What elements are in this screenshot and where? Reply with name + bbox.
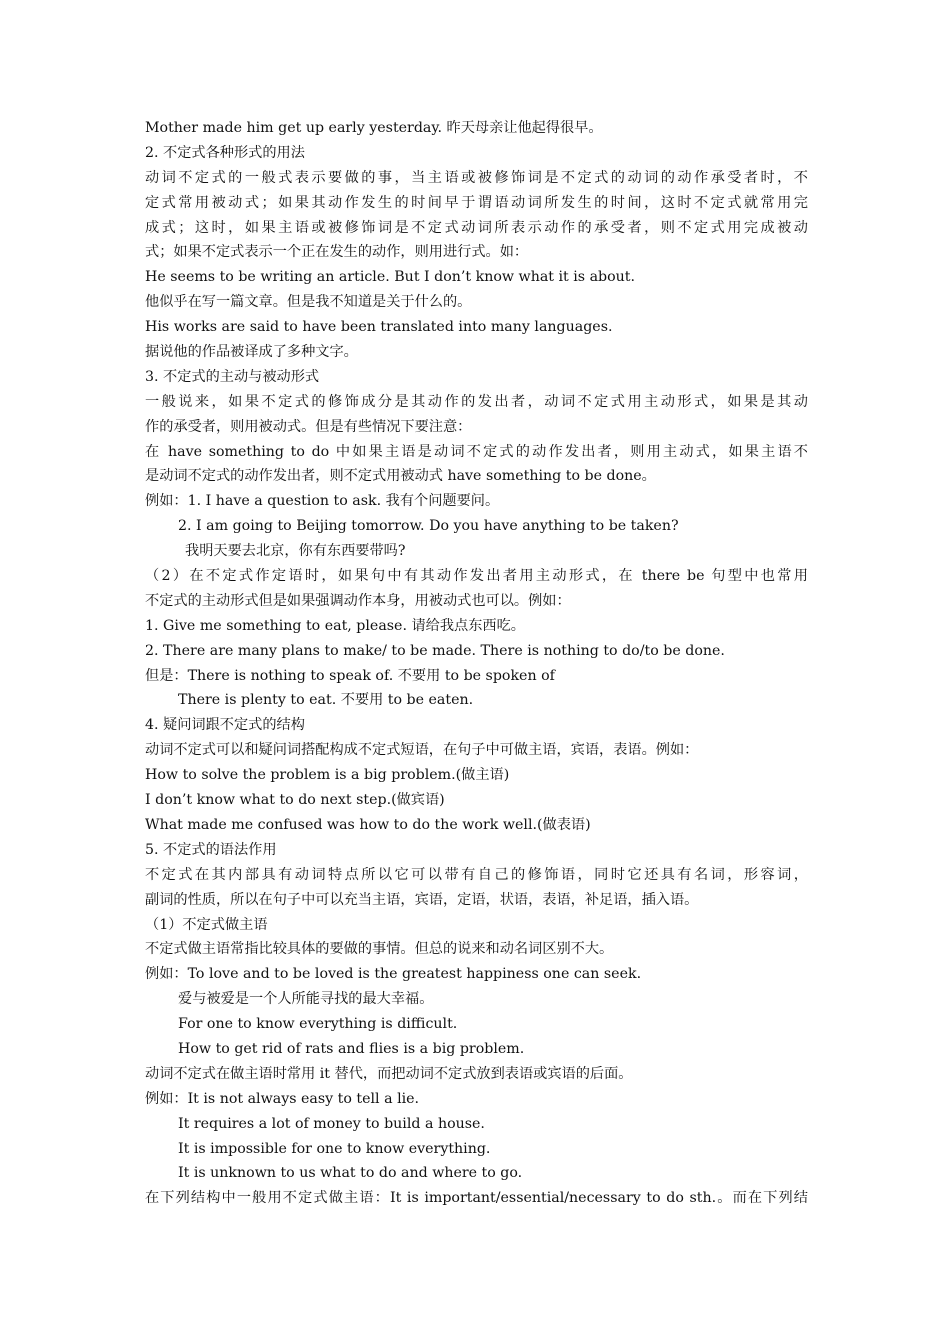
section-heading-5: 5. 不定式的语法作用 bbox=[145, 841, 277, 858]
example-translation: 爱与被爱是一个人所能寻找的最大幸福。 bbox=[178, 991, 434, 1008]
paragraph-line: 是动词不定式的动作发出者，则不定式用被动式 have something to be done。 bbox=[145, 468, 656, 485]
paragraph-line: 一般说来，如果不定式的修饰成分是其动作的发出者，动词不定式用主动形式，如果是其动 bbox=[145, 393, 808, 410]
paragraph-line: 副词的性质，所以在句子中可以充当主语，宾语，定语，状语，表语，补足语，插入语。 bbox=[145, 891, 699, 908]
example-sentence: 但是：There is nothing to speak of. 不要用 to be spoken of bbox=[145, 667, 555, 684]
paragraph-line: 在 have something to do 中如果主语是动词不定式的动作发出者，则用主动式，如果主语不 bbox=[145, 443, 808, 460]
example-sentence: His works are said to have been translated into many languages. bbox=[145, 319, 613, 336]
paragraph-line: 成式；这时，如果主语或被修饰词是不定式动词所表示动作的承受者，则不定式用完成被动 bbox=[145, 219, 808, 236]
example-sentence: It requires a lot of money to build a house. bbox=[178, 1115, 485, 1132]
example-sentence: 例如：To love and to be loved is the greatest happiness one can seek. bbox=[145, 966, 642, 983]
paragraph-line: （2）在不定式作定语时，如果句中有其动作发出者用主动形式，在 there be 句型中也常用 bbox=[145, 568, 808, 585]
example-sentence: What made me confused was how to do the work well.(做表语) bbox=[145, 816, 591, 833]
example-sentence: 例如：1. I have a question to ask. 我有个问题要问。 bbox=[145, 493, 500, 510]
paragraph-line: 不定式做主语常指比较具体的要做的事情。但总的说来和动名词区别不大。 bbox=[145, 941, 614, 958]
section-heading-3: 3. 不定式的主动与被动形式 bbox=[145, 368, 320, 385]
section-heading-4: 4. 疑问词跟不定式的结构 bbox=[145, 717, 305, 734]
example-sentence: How to solve the problem is a big problem.(做主语) bbox=[145, 767, 510, 784]
paragraph-line: 动词不定式的一般式表示要做的事，当主语或被修饰词是不定式的动词的动作承受者时，不 bbox=[145, 169, 808, 186]
paragraph-line: 定式常用被动式；如果其动作发生的时间早于谓语动词所发生的时间，这时不定式就常用完 bbox=[145, 194, 808, 211]
paragraph-line: 作的承受者，则用被动式。但是有些情况下要注意： bbox=[145, 418, 472, 435]
example-sentence: He seems to be writing an article. But I don’t know what it is about. bbox=[145, 269, 636, 286]
example-sentence: 2. I am going to Beijing tomorrow. Do you have anything to be taken? bbox=[178, 518, 679, 535]
example-sentence: I don’t know what to do next step.(做宾语) bbox=[145, 792, 445, 809]
paragraph-line: 在下列结构中一般用不定式做主语：It is important/essential/necessary to do sth.。而在下列结 bbox=[145, 1190, 808, 1207]
example-sentence: 1. Give me something to eat, please. 请给我点东西吃。 bbox=[145, 617, 525, 634]
paragraph-line: 不定式在其内部具有动词特点所以它可以带有自己的修饰语，同时它还具有名词，形容词， bbox=[145, 866, 808, 883]
example-sentence: How to get rid of rats and flies is a big problem. bbox=[178, 1040, 525, 1057]
example-translation: 据说他的作品被译成了多种文字。 bbox=[145, 344, 358, 361]
paragraph-line: 动词不定式在做主语时常用 it 替代，而把动词不定式放到表语或宾语的后面。 bbox=[145, 1065, 633, 1082]
paragraph-line: 动词不定式可以和疑问词搭配构成不定式短语，在句子中可做主语，宾语，表语。例如： bbox=[145, 742, 699, 759]
example-sentence: Mother made him get up early yesterday. 昨天母亲让他起得很早。 bbox=[145, 120, 603, 136]
document-page bbox=[145, 116, 808, 1211]
example-translation: 我明天要去北京，你有东西要带吗? bbox=[185, 543, 406, 560]
example-sentence: 例如：It is not always easy to tell a lie. bbox=[145, 1090, 420, 1107]
example-translation: 他似乎在写一篇文章。但是我不知道是关于什么的。 bbox=[145, 294, 472, 311]
subsection-heading: （1）不定式做主语 bbox=[145, 916, 268, 933]
paragraph-line: 不定式的主动形式但是如果强调动作本身，用被动式也可以。例如： bbox=[145, 592, 571, 609]
example-sentence: It is unknown to us what to do and where to go. bbox=[178, 1165, 523, 1182]
example-sentence: For one to know everything is difficult. bbox=[178, 1016, 458, 1033]
section-heading-2: 2. 不定式各种形式的用法 bbox=[145, 144, 305, 161]
paragraph-line: 式；如果不定式表示一个正在发生的动作，则用进行式。如： bbox=[145, 244, 529, 261]
example-sentence: It is impossible for one to know everything. bbox=[178, 1140, 491, 1157]
example-sentence: 2. There are many plans to make/ to be made. There is nothing to do/to be done. bbox=[145, 642, 725, 659]
example-sentence: There is plenty to eat. 不要用 to be eaten. bbox=[178, 692, 474, 709]
